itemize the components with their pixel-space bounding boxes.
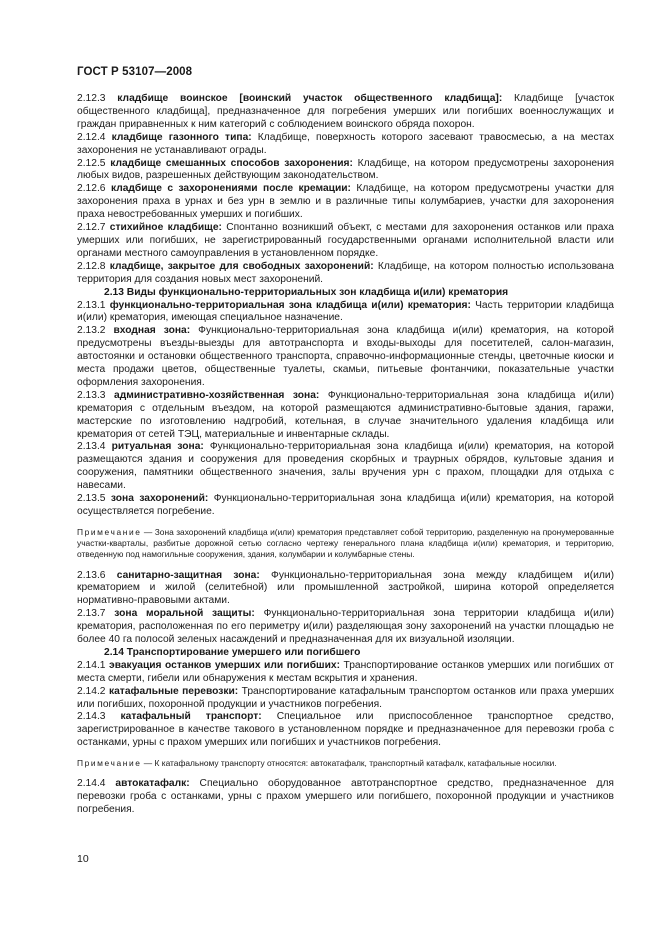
- definition-2-13-3: 2.13.3 административно-хозяйственная зона: Функционально-территориальная зона кладбища и(или) крематория с отдельным въездом, на которой размещаются административно-бытовые здания, гаражи, мастерские по изготовлению надгробий, котельная, в случае значительного удаления кладбища или крематория от сетей ТЭЦ, материальные и инвентарные склады.: [77, 389, 614, 440]
- definition-2-14-1: 2.14.1 эвакуация останков умерших или погибших: Транспортирование останков умерших или погибших от места смерти, гибели или обнаружения к местам вскрытия и хранения.: [77, 659, 614, 684]
- definition-2-12-3: 2.12.3 кладбище воинское [воинский участок общественного кладбища]: Кладбище [участок общественного кладбища], предназначенное для погребения умерших или погибших военнослужащих и граждан приравненных к ним категорий с соблюдением воинского обряда похорон.: [77, 93, 614, 130]
- section-heading-2-13: 2.13 Виды функционально-территориальных зон кладбища и(или) крематория: [104, 286, 509, 298]
- document-header: ГОСТ Р 53107—2008: [77, 66, 193, 78]
- definition-2-13-4: 2.13.4 ритуальная зона: Функционально-территориальная зона кладбища и(или) крематория, на которой размещаются здания и сооружения для проведения скорбных и траурных обрядов, культовые здания и сооружения, памятники общественного значения, залы вручения урн с прахом, площадки для отдыха с навесами.: [77, 441, 614, 492]
- definition-2-12-7: 2.12.7 стихийное кладбище: Спонтанно возникший объект, с местами для захоронения останков или праха умерших или погибших, не зарегистрированный государственными органами исполнительной власти или органами местного самоуправления в установленном порядке.: [77, 222, 614, 259]
- definition-2-13-6: 2.13.6 санитарно-защитная зона: Функционально-территориальная зона между кладбищем и(или) крематорием и жилой (селитебной) или промышленной застройкой, ширина которой определяется нормативно-правовыми актами.: [77, 569, 615, 607]
- definition-2-12-4: 2.12.4 кладбище газонного типа: Кладбище, поверхность которого засевают травосмесью, а на местах захоронения не устанавливают ограды.: [77, 131, 614, 156]
- section-heading-2-14: 2.14 Транспортирование умершего или погибшего: [104, 646, 361, 658]
- page-number: 10: [77, 853, 89, 865]
- definition-2-13-1: 2.13.1 функционально-территориальная зона кладбища и(или) крематория: Часть территории кладбища и(или) крематория, имеющая специальное назначение.: [77, 299, 614, 324]
- definition-2-13-5: 2.13.5 зона захоронений: Функционально-территориальная зона кладбища и(или) крематория, на которой осуществляется погребение.: [77, 493, 614, 517]
- definition-2-12-5: 2.12.5 кладбище смешанных способов захоронения: Кладбище, на котором предусмотрены захоронения любых видов, разрешенных действующим законодательством.: [77, 157, 614, 182]
- definition-2-14-4: 2.14.4 автокатафалк: Специально оборудованное автотранспортное средство, предназначенное для перевозки гроба с останками, урны с прахом умершего или погибшего, похоронной продукции и участников погребения.: [77, 778, 614, 816]
- definition-2-12-8: 2.12.8 кладбище, закрытое для свободных захоронений: Кладбище, на котором полностью использована территория для создания новых мест захоронений.: [77, 260, 614, 285]
- document-body: [77, 93, 614, 817]
- note-zone-of-burials: Примечание — Зона захоронений кладбища и(или) крематория представляет собой территорию, разделенную на пронумерованные участки-кварталы, разбитые дорожной сетью согласно чертежу генерального плана кладбища и(или) крематория, и территорию, отведенную под намогильные сооружения, здания, колумбарии и колумбарные стены.: [77, 526, 614, 560]
- definition-2-14-2: 2.14.2 катафальные перевозки: Транспортирование катафальным транспортом останков или праха умерших или погибших, похоронной продукции и участников погребения.: [77, 685, 614, 710]
- note-hearse-transport: Примечание — К катафальному транспорту относятся: автокатафалк, транспортный катафалк, катафальные носилки.: [77, 758, 557, 769]
- definition-2-13-7: 2.13.7 зона моральной защиты: Функционально-территориальная зона территории кладбища и(или) крематория, расположенная по его периметру и(или) разделяющая зону захоронений на участки площадью не более 40 га полосой зеленых насаждений и предназначенная для их визуальной изоляции.: [77, 608, 614, 646]
- definition-2-13-2: 2.13.2 входная зона: Функционально-территориальная зона кладбища и(или) крематория, на которой предусмотрены въезды-выезды для автотранспорта и входы-выходы для посетителей, салон-магазин, автостоянки и остановки общественного транспорта, справочно-информационные стенды, цветочные киоски и места продажи цветов, общественные туалеты, скамьи, питьевые фонтанчики, показательные участки оформления захоронения.: [77, 325, 614, 388]
- definition-2-14-3: 2.14.3 катафальный транспорт: Специальное или приспособленное транспортное средство, зарегистрированное в качестве такового в установленном порядке и предназначенное для перевозки гроба с останками, урны с прахом умерших или погибших и участников погребения.: [77, 711, 614, 749]
- definition-2-12-6: 2.12.6 кладбище с захоронениями после кремации: Кладбище, на котором предусмотрены участки для захоронения праха в урнах и без урн в землю и в различные типы колумбариев, участки для захоронения праха невостребованных умерших и погибших.: [77, 183, 614, 221]
